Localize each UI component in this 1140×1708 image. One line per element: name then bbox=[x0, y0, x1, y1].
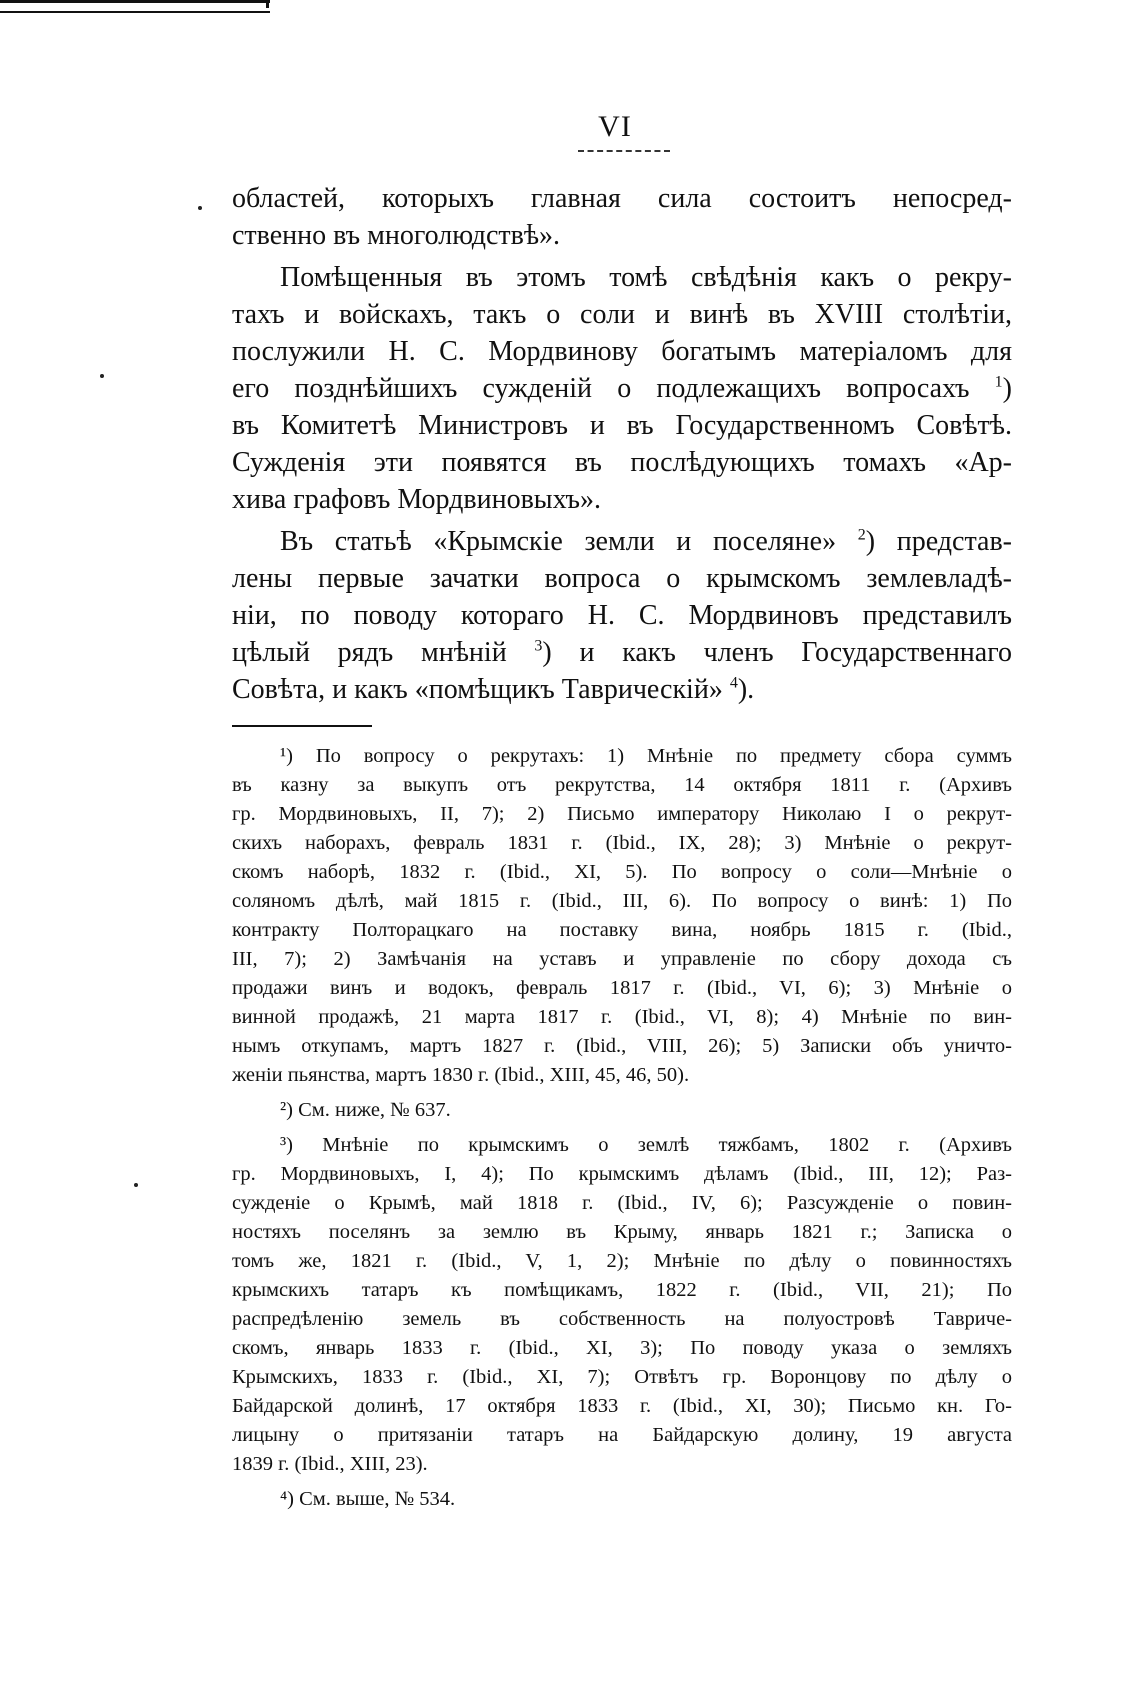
footnote-line: въ казну за выкупъ отъ рекрутства, 14 октября 1811 г. (Архивъ bbox=[232, 774, 1012, 796]
footnote-line: крымскихъ татаръ къ помѣщикамъ, 1822 г. (Ibid., VII, 21); По bbox=[232, 1279, 1012, 1301]
footnote-line: скомъ наборѣ, 1832 г. (Ibid., XI, 5). По вопросу о соли—Мнѣніе о bbox=[232, 861, 1012, 883]
text-segment: ) и какъ членъ Государственнаго bbox=[542, 637, 1013, 668]
top-edge-rule bbox=[0, 0, 270, 13]
text-segment: ). bbox=[737, 674, 755, 705]
footnote-line: винной продажѣ, 21 марта 1817 г. (Ibid., VI, 8); 4) Мнѣніе по вин- bbox=[232, 1006, 1012, 1028]
footnote-1 bbox=[232, 742, 1012, 1090]
margin-dot bbox=[198, 206, 202, 210]
footnote-line: ²) См. ниже, № 637. bbox=[280, 1099, 451, 1121]
text-segment: Въ статьѣ «Крымскіе земли и поселяне» bbox=[280, 526, 837, 557]
margin-dot bbox=[134, 1183, 138, 1187]
text-line bbox=[232, 370, 1012, 407]
footnote-ref-1[interactable]: 1 bbox=[994, 373, 1003, 391]
footnote-ref-4[interactable]: 4 bbox=[729, 674, 738, 692]
footnote-line: распредѣленію земель въ собственность на полуостровѣ Тавриче- bbox=[232, 1308, 1012, 1330]
footnote-line: гр. Мордвиновыхъ, I, 4); По крымскимъ дѣламъ (Ibid., III, 12); Раз- bbox=[232, 1163, 1012, 1185]
text-segment: его позднѣйшихъ сужденій о подлежащихъ вопросахъ bbox=[232, 373, 970, 404]
text-line: послужили Н. С. Мордвинову богатымъ матеріаломъ для bbox=[232, 336, 1012, 367]
text-line bbox=[232, 634, 1012, 671]
text-segment: ) bbox=[1002, 373, 1012, 404]
footnote-line: сужденіе о Крымѣ, май 1818 г. (Ibid., IV, 6); Разсужденіе о повин- bbox=[232, 1192, 1012, 1214]
text-segment: цѣлый рядъ мнѣній bbox=[232, 637, 507, 668]
text-line: хива графовъ Мордвиновыхъ». bbox=[232, 484, 602, 515]
text-line: ніи, по поводу котораго Н. С. Мордвиновъ представилъ bbox=[232, 600, 1012, 631]
footnote-line: ¹) По вопросу о рекрутахъ: 1) Мнѣніе по предмету сбора суммъ bbox=[280, 745, 1012, 767]
margin-dot bbox=[100, 374, 104, 378]
footnote-line: женіи пьянства, мартъ 1830 г. (Ibid., XIII, 45, 46, 50). bbox=[232, 1064, 690, 1086]
footnote-line: соляномъ дѣлѣ, май 1815 г. (Ibid., III, 6). По вопросу о винѣ: 1) По bbox=[232, 890, 1012, 912]
paragraph-1 bbox=[232, 180, 1012, 254]
footnote-ref-2[interactable]: 2 bbox=[857, 526, 866, 544]
footnote-ref-3[interactable]: 3 bbox=[534, 637, 543, 655]
footnote-4 bbox=[232, 1485, 1012, 1514]
main-text bbox=[232, 180, 1012, 713]
footnote-line: гр. Мордвиновыхъ, II, 7); 2) Письмо императору Николаю I о рекрут- bbox=[232, 803, 1012, 825]
footnote-line: скихъ наборахъ, февраль 1831 г. (Ibid., IX, 28); 3) Мнѣніе о рекрут- bbox=[232, 832, 1012, 854]
footnote-line: ³) Мнѣніе по крымскимъ о землѣ тяжбамъ, 1802 г. (Архивъ bbox=[280, 1134, 1012, 1156]
footnote-line: нымъ откупамъ, мартъ 1827 г. (Ibid., VIII, 26); 5) Записки объ уничто- bbox=[232, 1035, 1012, 1057]
text-segment: Совѣта, и какъ «помѣщикъ Таврическій» bbox=[232, 674, 723, 705]
paragraph-2 bbox=[232, 259, 1012, 518]
footnote-line: ⁴) См. выше, № 534. bbox=[280, 1488, 456, 1510]
text-line: ственно въ многолюдствѣ». bbox=[232, 220, 561, 251]
footnote-line: лицыну о притязаніи татаръ на Байдарскую долину, 19 августа bbox=[232, 1424, 1012, 1446]
footnote-line: Байдарской долинѣ, 17 октября 1833 г. (Ibid., XI, 30); Письмо кн. Го- bbox=[232, 1395, 1012, 1417]
footnote-line: Крымскихъ, 1833 г. (Ibid., XI, 7); Отвѣтъ гр. Воронцову по дѣлу о bbox=[232, 1366, 1012, 1388]
footnote-line: ностяхъ поселянъ за землю въ Крыму, январь 1821 г.; Записка о bbox=[232, 1221, 1012, 1243]
text-line bbox=[232, 523, 1012, 560]
footnote-line: III, 7); 2) Замѣчанія на уставъ и управленіе по сбору дохода съ bbox=[232, 948, 1012, 970]
footnote-line: 1839 г. (Ibid., XIII, 23). bbox=[232, 1453, 428, 1475]
paragraph-3 bbox=[232, 523, 1012, 708]
footnote-line: продажи винъ и водокъ, февраль 1817 г. (Ibid., VI, 6); 3) Мнѣніе о bbox=[232, 977, 1012, 999]
footnote-separator bbox=[232, 725, 372, 727]
text-line: лены первые зачатки вопроса о крымскомъ землевладѣ- bbox=[232, 563, 1012, 594]
footnote-line: контракту Полторацкаго на поставку вина, ноябрь 1815 г. (Ibid., bbox=[232, 919, 1012, 941]
text-line: Помѣщенныя въ этомъ томѣ свѣдѣнія какъ о рекру- bbox=[280, 262, 1012, 293]
top-edge-tick bbox=[266, 0, 269, 8]
footnotes bbox=[232, 742, 1012, 1520]
text-line: тахъ и войскахъ, такъ о соли и винѣ въ XVIII столѣтіи, bbox=[232, 299, 1012, 330]
text-line bbox=[232, 671, 1012, 708]
footnote-3 bbox=[232, 1131, 1012, 1479]
text-line: въ Комитетѣ Министровъ и въ Государственномъ Совѣтѣ. bbox=[232, 410, 1012, 441]
footnote-2 bbox=[232, 1096, 1012, 1125]
text-segment: ) представ- bbox=[865, 526, 1012, 557]
footnote-line: томъ же, 1821 г. (Ibid., V, 1, 2); Мнѣніе по дѣлу о повинностяхъ bbox=[232, 1250, 1012, 1272]
page-number: VI bbox=[598, 110, 632, 143]
text-line: областей, которыхъ главная сила состоитъ непосред- bbox=[232, 183, 1012, 214]
text-line: Сужденія эти появятся въ послѣдующихъ томахъ «Ар- bbox=[232, 447, 1012, 478]
footnote-line: скомъ, январь 1833 г. (Ibid., XI, 3); По поводу указа о земляхъ bbox=[232, 1337, 1012, 1359]
page-number-underline bbox=[578, 150, 670, 152]
